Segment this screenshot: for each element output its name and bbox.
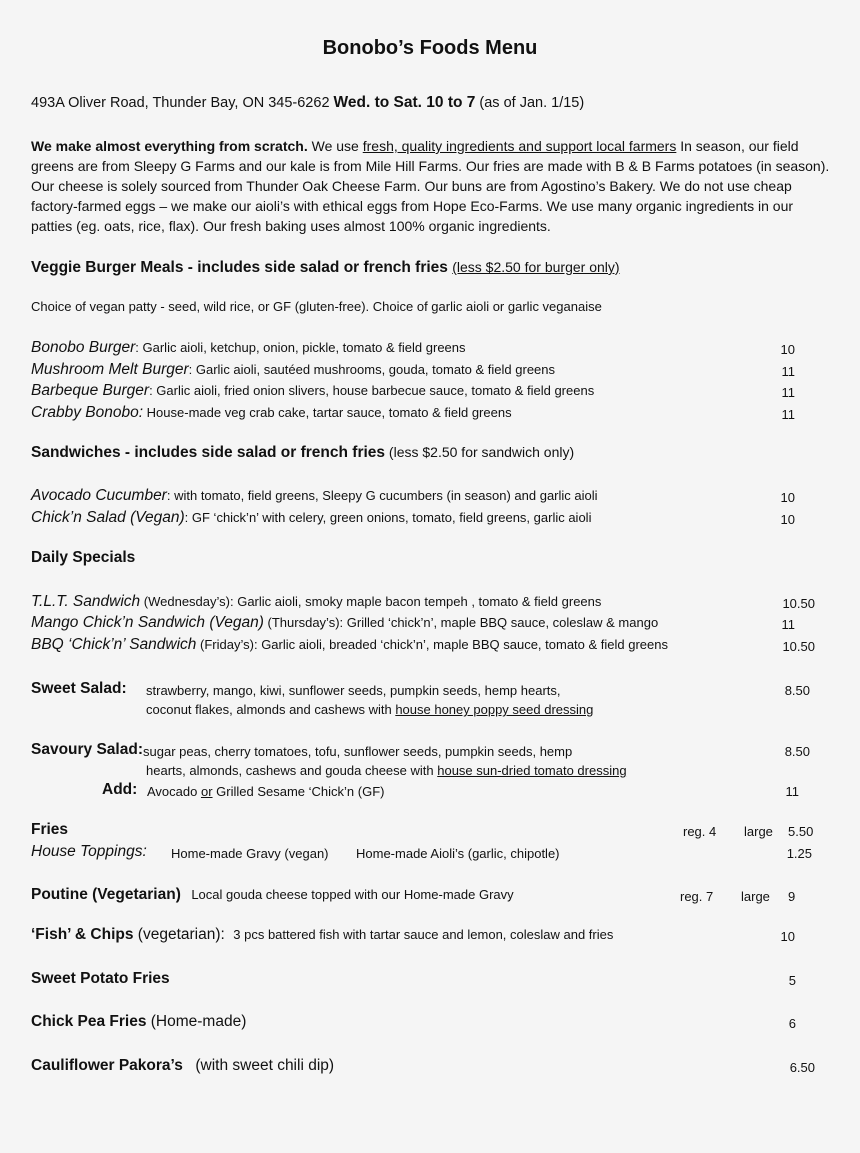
item-desc: Garlic aioli, fried onion slivers, house barbecue sauce, tomato & field greens [156,383,595,398]
chick-pea-paren: (Home-made) [146,1013,247,1030]
fries-large-price: 5.50 [788,824,814,839]
veggie-choice: Choice of vegan patty - seed, wild rice, or GF (gluten-free). Choice of garlic aioli or garlic veganaise [31,299,602,314]
item-desc: Grilled ‘chick’n’, maple BBQ sauce, coleslaw & mango [346,615,659,630]
item-name: Mango Chick’n Sandwich (Vegan) [31,614,264,631]
item-price: 11 [781,617,795,632]
poutine-line [31,886,514,904]
item-price: 10 [780,490,795,505]
item-day: (Wednesday’s): [140,594,238,609]
fries-label: Fries [31,821,69,838]
toppings-label: House Toppings: [31,843,147,860]
menu-item: Avocado Cucumber: with tomato, field greens, Sleepy G cucumbers (in season) and garlic aioli [31,487,598,504]
chick-pea-line [31,1013,246,1031]
item-price: 5 [788,973,796,988]
menu-item: Bonobo Burger: Garlic aioli, ketchup, onion, pickle, tomato & field greens [31,339,466,356]
page-title: Bonobo’s Foods Menu [322,37,538,59]
intro-text-a: We use [307,138,363,154]
item-desc: Garlic aioli, breaded ‘chick’n’, maple BBQ sauce, tomato & field greens [261,637,668,652]
address-line [31,94,584,112]
item-price: 11 [781,385,795,400]
item-name: Crabby Bonobo: [31,404,144,421]
intro-bold: We make almost everything from scratch. [31,138,308,154]
item-price: 11 [785,784,799,799]
menu-item: Barbeque Burger: Garlic aioli, fried onion slivers, house barbecue sauce, tomato & field greens [31,382,595,399]
sweet-salad-line1: strawberry, mango, kiwi, sunflower seeds, pumpkin seeds, hemp hearts, [146,683,561,698]
add-label: Add: [102,781,138,798]
item-name: Bonobo Burger [31,339,136,356]
specials-heading: Daily Specials [31,549,136,566]
fish-label: ‘Fish’ & Chips [31,926,134,943]
poutine-large-price: 9 [788,889,796,904]
item-price: 10.50 [782,639,815,654]
item-desc: House-made veg crab cake, tartar sauce, tomato & field greens [146,405,512,420]
as-of-date: (as of Jan. 1/15) [475,95,585,111]
fish-paren: (vegetarian): [133,926,225,943]
item-price: 10 [780,929,795,944]
menu-item [31,636,668,654]
sandwiches-heading [31,444,574,462]
sweet-potato-label: Sweet Potato Fries [31,970,170,987]
pakora-label: Cauliflower Pakora’s [31,1057,183,1074]
item-name: Avocado Cucumber [31,487,167,504]
item-price: 10.50 [782,596,815,611]
address-text: 493A Oliver Road, Thunder Bay, ON 345-6262 [31,95,334,111]
savoury-salad-label: Savoury Salad: [31,741,143,758]
item-name: T.L.T. Sandwich [31,593,141,610]
item-price: 11 [781,407,795,422]
item-price: 6.50 [789,1060,815,1075]
add-options: Avocado or Grilled Sesame ‘Chick’n (GF) [147,784,385,799]
poutine-desc: Local gouda cheese topped with our Home-made Gravy [191,887,514,902]
item-desc: with tomato, field greens, Sleepy G cucumbers (in season) and garlic aioli [174,488,598,503]
menu-item: Chick’n Salad (Vegan): GF ‘chick’n’ with celery, green onions, tomato, field greens, garlic aioli [31,509,592,526]
item-price: 8.50 [784,744,810,759]
chick-pea-label: Chick Pea Fries [31,1013,147,1030]
add-or: or [200,784,213,799]
savoury-salad-dressing: house sun-dried tomato dressing [437,763,627,778]
savoury-salad-line2: hearts, almonds, cashews and gouda cheese with house sun-dried tomato dressing [146,763,627,778]
fries-regular: reg. 4 [683,824,717,839]
sweet-salad-line2: coconut flakes, almonds and cashews with house honey poppy seed dressing [146,702,594,717]
item-desc: Garlic aioli, sautéed mushrooms, gouda, tomato & field greens [195,362,556,377]
pakora-paren: (with sweet chili dip) [195,1057,335,1074]
item-desc: Garlic aioli, ketchup, onion, pickle, tomato & field greens [142,340,466,355]
toppings-aioli: Home-made Aioli’s (garlic, chipotle) [356,846,560,861]
hours: Wed. to Sat. 10 to 7 [333,94,476,111]
veggie-heading-text: Veggie Burger Meals - includes side salad or french fries [31,259,448,276]
menu-item: Mushroom Melt Burger: Garlic aioli, sautéed mushrooms, gouda, tomato & field greens [31,361,556,378]
poutine-large-label: large [741,889,770,904]
menu-item [31,593,601,611]
item-name: Barbeque Burger [31,382,150,399]
item-name: Mushroom Melt Burger [31,361,189,378]
intro-underlined: fresh, quality ingredients and support local farmers [362,138,677,154]
poutine-regular: reg. 7 [680,889,714,904]
menu-item [31,404,512,422]
item-day: (Thursday’s): [263,615,347,630]
savoury-salad-line1: sugar peas, cherry tomatoes, tofu, sunflower seeds, pumpkin seeds, hemp [143,744,573,759]
fries-large-label: large [744,824,773,839]
sweet-salad-label: Sweet Salad: [31,680,127,697]
veggie-heading [31,259,620,277]
item-price: 10 [780,512,795,527]
item-name: Chick’n Salad (Vegan) [31,509,185,526]
pakora-line [31,1057,334,1075]
veggie-heading-note: (less $2.50 for burger only) [452,259,620,275]
item-price: 8.50 [784,683,810,698]
item-name: BBQ ‘Chick’n’ Sandwich [31,636,197,653]
toppings-gravy: Home-made Gravy (vegan) [171,846,329,861]
fish-line [31,926,613,944]
poutine-label: Poutine (Vegetarian) [31,886,181,903]
item-price: 6 [788,1016,796,1031]
sandwiches-heading-note: (less $2.50 for sandwich only) [385,444,575,460]
fish-desc: 3 pcs battered fish with tartar sauce and lemon, coleslaw and fries [233,927,614,942]
item-price: 1.25 [786,846,812,861]
intro-text-b: In season, our field greens are from Sleepy G Farms and our kale is from Mile Hill Farms. Our fries are made with B & B Farms potatoes (in season). Our cheese is solely sourced from Thunder Oak Cheese Farm. Our buns are from Agostino’s Bakery. We do not use cheap factory-farmed eggs – we make our aioli’s with ethical eggs from Hope Eco-Farms. We use many organic ingredients in our patties (eg. oats, rice, flax). Our fresh baking uses almost 100% organic ingredients. [31,138,830,234]
item-price: 10 [780,342,795,357]
sandwiches-heading-text: Sandwiches - includes side salad or french fries [31,444,386,461]
sweet-salad-dressing: house honey poppy seed dressing [395,702,594,717]
item-desc: Garlic aioli, smoky maple bacon tempeh , tomato & field greens [237,594,602,609]
item-price: 11 [781,364,795,379]
menu-item [31,614,658,632]
item-day: (Friday’s): [196,637,262,652]
item-desc: GF ‘chick’n’ with celery, green onions, tomato, field greens, garlic aioli [191,510,592,525]
intro-paragraph [31,136,831,236]
